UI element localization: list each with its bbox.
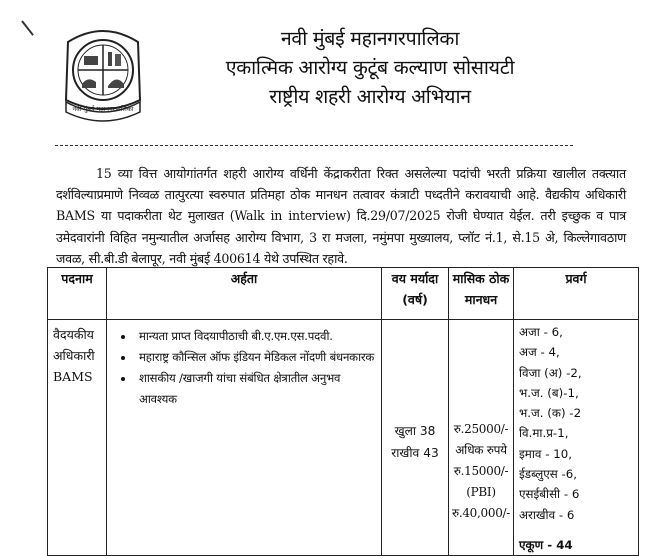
category-item: वि.मा.प्र-1, [519,426,569,441]
pay-base: रु.25000/- [453,422,509,436]
header-line-corporation: नवी मुंबई महानगरपालिका [280,27,460,50]
header-category: प्रवर्ग [514,268,639,320]
table-row [48,320,639,556]
pen-stroke-mark [21,20,34,35]
age-limit-open: खुला 38 [394,424,436,438]
category-cell [514,320,639,556]
header-monthly-pay: मासिक ठोक मानधन [449,268,514,320]
header-qualification: अर्हता [107,268,382,320]
vacancy-table [47,267,639,556]
qualification-cell [107,320,382,556]
category-item: अजा - 6, [519,325,563,339]
category-item: विजा (अ) -2, [519,365,582,380]
category-item: भ.ज. (क) -2 [519,406,582,421]
notice-paragraph: 15 व्या वित्त आयोगांतर्गत शहरी आरोग्य वर्धिनी केंद्राकरीता रिक्त असलेल्या पदांची भरती प्रक्रिया खालील तक्त्यात दर्शविल्याप्रमाणे निव्वळ तात्पुरत्या स्वरुपात प्रतिमहा ठोक मानधन तत्वावर कंत्राटी पध्दतीने करावयाची आहे. वैद्यकीय अधिकारी BAMS या पदाकरीता थेट मुलाखत (Walk in interview) दि.29/07/2025 रोजी घेण्यात येईल. तरी इच्छुक व पात्र उमेदवारांनी विहित नमुन्यातील अर्जासह आरोग्य विभाग, 3 रा मजला, नमुंमपा मुख्यालय, प्लॉट नं.1, से.15 अे, किल्लेगावठाण जवळ, सी.बी.डी बेलापूर, नवी मुंबई 400614 येथे उपस्थित रहावे. [56,166,626,266]
category-item: एसईबीसी - 6 [519,487,580,502]
nmmc-emblem-logo [60,22,146,126]
header-line-society: एकात्मिक आरोग्य कुटूंब कल्याण सोसायटी [225,56,515,79]
dashed-divider [55,145,573,146]
qualification-list [107,326,381,410]
organization-header [200,24,540,111]
header-age-limit: वय मर्यादा (वर्ष) [382,268,449,320]
age-limit-reserved: राखीव 43 [391,446,439,460]
category-item: अज - 4, [519,345,560,360]
pay-pbi-label: (PBI) [466,485,496,499]
header-line-mission: राष्ट्रीय शहरी आरोग्य अभियान [269,85,471,108]
category-total: एकूण - 44 [519,537,573,552]
logo-caption: नवी मुंबई महानगरपालिका [72,105,134,113]
monthly-pay-cell [449,320,514,556]
category-item: इमाव - 10, [519,446,572,461]
category-item: भ.ज. (ब)-1, [519,385,579,400]
qualification-item: • शासकीय /खाजगी यांचा संबंधित क्षेत्रातील अनुभव आवश्यक [135,368,381,410]
pay-additional-label: अधिक रुपये [455,443,507,457]
qualification-item: • मान्यता प्राप्त विदयापीठाची बी.ए.एम.एस.पदवी. [135,326,381,347]
age-limit-cell [382,320,449,556]
header-post-name: पदनाम [48,268,107,320]
category-item: अराखीव - 6 [519,507,575,522]
pay-total: रु.40,000/- [451,506,511,520]
qualification-item: • महाराष्ट्र कौन्सिल ऑफ इंडियन मेडिकल नोंदणी बंधनकारक [135,347,381,368]
pay-additional: रु.15000/- [453,464,509,478]
category-item: ईडब्लुएस -6, [519,467,577,482]
table-header-row [48,268,639,320]
post-name-cell: वैदयकीय अधिकारी BAMS [48,320,107,556]
